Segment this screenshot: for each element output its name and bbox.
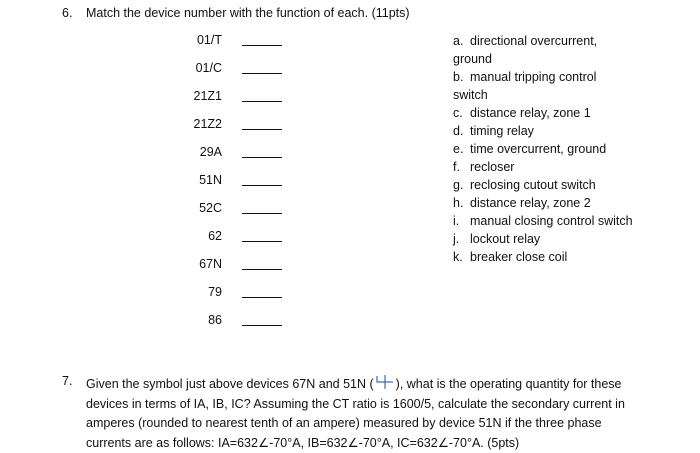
function-text-continued: ground <box>453 52 492 66</box>
function-text: timing relay <box>470 124 534 138</box>
function-text: recloser <box>470 160 515 174</box>
function-text: reclosing cutout switch <box>470 178 596 192</box>
answer-blank[interactable] <box>242 129 282 130</box>
answer-blank[interactable] <box>242 73 282 74</box>
function-text: lockout relay <box>470 232 541 246</box>
device-row <box>190 33 290 61</box>
answer-blank[interactable] <box>242 157 282 158</box>
device-label: 01/C <box>195 61 222 75</box>
function-item <box>453 248 653 266</box>
residual-current-symbol-icon <box>375 374 395 390</box>
answer-blank[interactable] <box>242 297 282 298</box>
function-item <box>453 104 653 122</box>
function-text: breaker close coil <box>470 250 568 264</box>
function-text: distance relay, zone 2 <box>470 196 591 210</box>
function-letter: c. <box>453 106 463 120</box>
device-label: 21Z1 <box>193 89 222 103</box>
device-row <box>190 61 290 89</box>
device-row <box>190 89 290 117</box>
function-text: directional overcurrent, <box>470 34 598 48</box>
function-letter: h. <box>453 196 464 210</box>
function-item <box>453 140 653 158</box>
function-letter: d. <box>453 124 464 138</box>
answer-blank[interactable] <box>242 185 282 186</box>
device-row <box>190 229 290 257</box>
function-list <box>453 32 653 266</box>
answer-blank[interactable] <box>242 45 282 46</box>
function-letter: j. <box>453 232 460 246</box>
function-letter: e. <box>453 142 464 156</box>
device-row <box>190 201 290 229</box>
device-label: 79 <box>208 285 222 299</box>
function-item <box>453 158 653 176</box>
device-label: 67N <box>199 257 222 271</box>
function-letter: b. <box>453 70 464 84</box>
function-text-continued: switch <box>453 88 488 102</box>
function-text: time overcurrent, ground <box>470 142 607 156</box>
device-list <box>190 33 290 341</box>
device-row <box>190 257 290 285</box>
question-7-body <box>86 374 646 453</box>
function-item <box>453 32 653 50</box>
device-row <box>190 145 290 173</box>
question-6-prompt: Match the device number with the function of each. (11pts) <box>86 6 410 20</box>
function-item <box>453 68 653 86</box>
device-row <box>190 285 290 313</box>
function-item <box>453 122 653 140</box>
device-row <box>190 117 290 145</box>
function-item <box>453 194 653 212</box>
function-text: manual closing control switch <box>470 214 633 228</box>
answer-blank[interactable] <box>242 101 282 102</box>
device-label: 29A <box>199 145 222 159</box>
function-item <box>453 176 653 194</box>
function-text: manual tripping control <box>470 70 597 84</box>
device-label: 52C <box>199 201 222 215</box>
answer-blank[interactable] <box>242 213 282 214</box>
function-letter: k. <box>453 250 463 264</box>
question-7-number: 7. <box>62 374 73 388</box>
function-item <box>453 230 653 248</box>
question-6-number: 6. <box>62 6 73 20</box>
function-letter: a. <box>453 34 464 48</box>
device-row <box>190 173 290 201</box>
function-item <box>453 212 653 230</box>
device-label: 86 <box>208 313 222 327</box>
answer-blank[interactable] <box>242 325 282 326</box>
function-letter: f. <box>453 160 460 174</box>
function-letter: g. <box>453 178 464 192</box>
device-label: 62 <box>208 229 222 243</box>
answer-blank[interactable] <box>242 269 282 270</box>
device-label: 51N <box>199 173 222 187</box>
question-7-text-after: ), what is the operating quantity for these devices in terms of IA, IB, IC? Assuming the CT ratio is 1600/5, calculate the secondary current in amperes (rounded to nearest tenth of an ampere) measured by device 51N if the three phase currents are as follows: IA=632∠-70°A, IB=632∠-70°A, IC=632∠-70°A. (5pts) <box>86 377 625 450</box>
device-label: 01/T <box>196 33 222 47</box>
device-row <box>190 313 290 341</box>
device-label: 21Z2 <box>193 117 222 131</box>
function-letter: i. <box>453 214 460 228</box>
answer-blank[interactable] <box>242 241 282 242</box>
function-text: distance relay, zone 1 <box>470 106 591 120</box>
question-7-text-before: Given the symbol just above devices 67N and 51N ( <box>86 377 374 391</box>
